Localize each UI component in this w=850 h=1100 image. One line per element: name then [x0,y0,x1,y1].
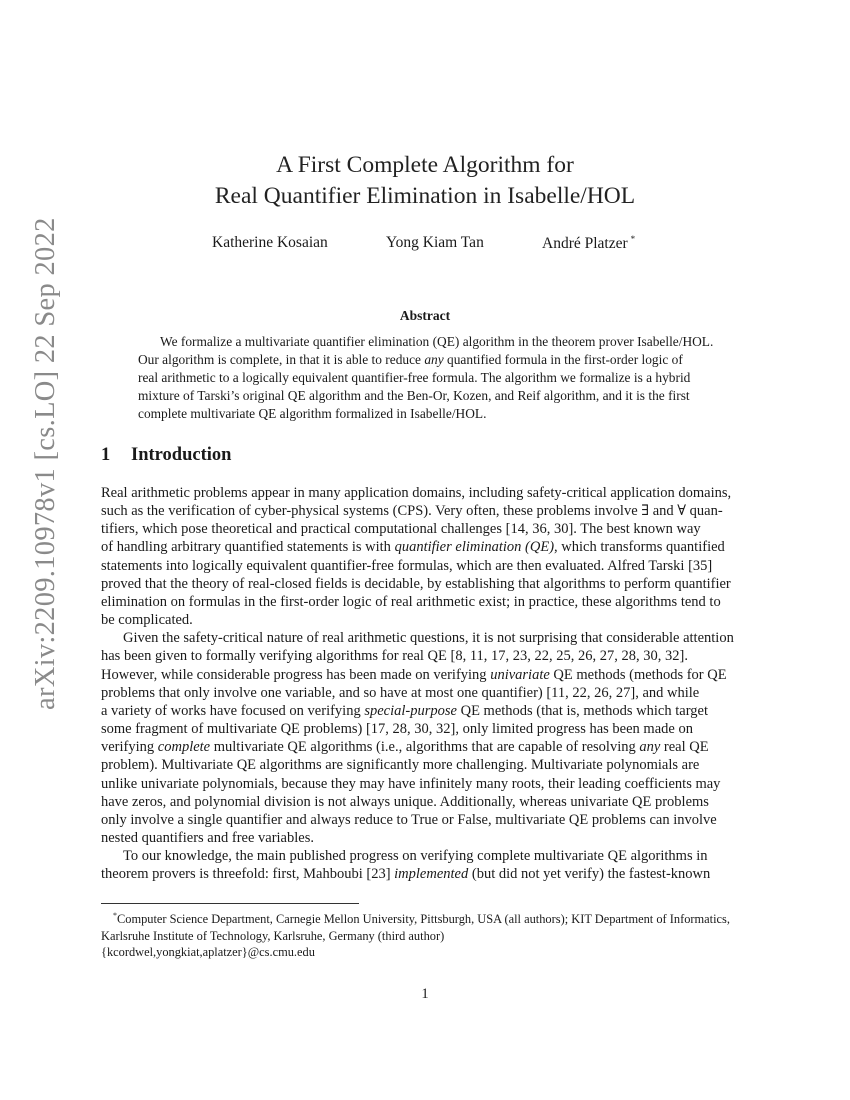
emphasis: any [424,352,444,367]
text-line: theorem provers is threefold: first, Mahboubi [23] implemented (but did not yet verify) the fastest-known [101,866,711,883]
emphasis: quantifier elimination (QE) [394,539,555,556]
footnote [101,908,761,961]
text-line: problems that only involve one variable, and so have at most one quantifier) [11, 22, 26, 27], and while [101,684,700,701]
paper-title [0,150,850,212]
text-line: of handling arbitrary quantified statements is with quantifier elimination (QE), which transforms quantified [101,539,725,556]
paragraph [101,847,751,883]
text-line: problem). Multivariate QE algorithms are significantly more challenging. Multivariate polynomials are [101,757,700,774]
emphasis: special-purpose [364,702,457,719]
footnote-marker: * [630,234,636,244]
text-line: Given the safety-critical nature of real arithmetic questions, it is not surprising that considerable attention [123,630,734,647]
footnote-divider [101,903,359,904]
text-line: Real arithmetic problems appear in many application domains, including safety-critical application domains, [101,485,732,501]
text-line: a variety of works have focused on verifying special-purpose QE methods (that is, methods which target [101,702,708,719]
abstract-heading: Abstract [399,308,451,323]
text-line: proved that the theory of real-closed fields is decidable, by establishing that algorithms to perform quantifier [101,575,731,592]
title-line-1: A First Complete Algorithm for [276,152,574,178]
text-line: Our algorithm is complete, in that it is able to reduce any quantified formula in the first-order logic of [138,352,683,367]
text-line: tifiers, which pose theoretical and practical computational challenges [14, 36, 30]. The best known way [101,521,701,538]
text-line: unlike univariate polynomials, because they may have infinitely many roots, their leading coefficients may [101,775,721,792]
text-line: To our knowledge, the main published progress on verifying complete multivariate QE algorithms in [123,848,708,865]
text-line: only involve a single quantifier and always reduce to True or False, multivariate QE problems can involve [101,811,717,828]
text-line: However, while considerable progress has been made on verifying univariate QE methods (methods for QE [101,666,727,683]
text-line: statements into logically equivalent quantifier-free formulas, which are then evaluated. Alfred Tarski [35] [101,557,713,574]
author-3 [542,234,635,253]
paragraph [101,484,751,629]
author-list [0,234,850,254]
text-line: complete multivariate QE algorithm formalized in Isabelle/HOL. [138,406,487,421]
author-name: André Platzer [542,235,628,252]
text-line: nested quantifiers and free variables. [101,829,314,846]
arxiv-identifier-text: arXiv:2209.10978v1 [cs.LO] 22 Sep 2022 [30,217,61,710]
emphasis: implemented [394,866,469,883]
text-line: mixture of Tarski’s original QE algorithm and the Ben-Or, Kozen, and Reif algorithm, and it is the first [138,388,690,403]
author-name: Yong Kiam Tan [386,234,484,251]
text-line: We formalize a multivariate quantifier elimination (QE) algorithm in the theorem prover Isabelle/HOL. [160,334,714,349]
text-line: verifying complete multivariate QE algorithms (i.e., algorithms that are capable of resolving any real QE [101,739,709,756]
text-line: some fragment of multivariate QE problems) [17, 28, 30, 32], only limited progress has been made on [101,721,693,738]
introduction-body [101,484,751,883]
author-2 [386,234,484,252]
footnote-line: Karlsruhe Institute of Technology, Karlsruhe, Germany (third author) [101,928,445,943]
text-line: have zeros, and polynomial division is not always unique. Additionally, whereas univariate QE problems [101,793,709,810]
text-line: elimination on formulas in the first-order logic of real arithmetic exist; in practice, these algorithms tend to [101,593,721,610]
page-number: 1 [421,986,429,1002]
emphasis: univariate [490,666,550,683]
section-number: 1 [101,445,111,465]
author-name: Katherine Kosaian [212,234,328,251]
text-line: such as the verification of cyber-physical systems (CPS). Very often, these problems involve ∃ and ∀ quan- [101,503,723,520]
emphasis: any [639,739,661,756]
section-heading [101,445,231,466]
text-line: real arithmetic to a logically equivalent quantifier-free formula. The algorithm we formalize is a hybrid [138,370,691,385]
text-line: has been given to formally verifying algorithms for real QE [8, 11, 17, 23, 22, 25, 26, 27, 28, 30, 32]. [101,648,689,665]
abstract-text [138,333,718,423]
text-line: be complicated. [101,612,193,629]
emphasis: complete [157,739,211,756]
footnote-line: {kcordwel,yongkiat,aplatzer}@cs.cmu.edu [101,945,315,959]
author-1 [212,234,328,252]
title-line-2: Real Quantifier Elimination in Isabelle/HOL [214,183,636,209]
paragraph [101,629,751,847]
footnote-marker: * [113,911,117,920]
footnote-line: *Computer Science Department, Carnegie Mellon University, Pittsburgh, USA (all authors); KIT Department of Informatics, [113,911,730,926]
section-title: Introduction [131,445,232,465]
